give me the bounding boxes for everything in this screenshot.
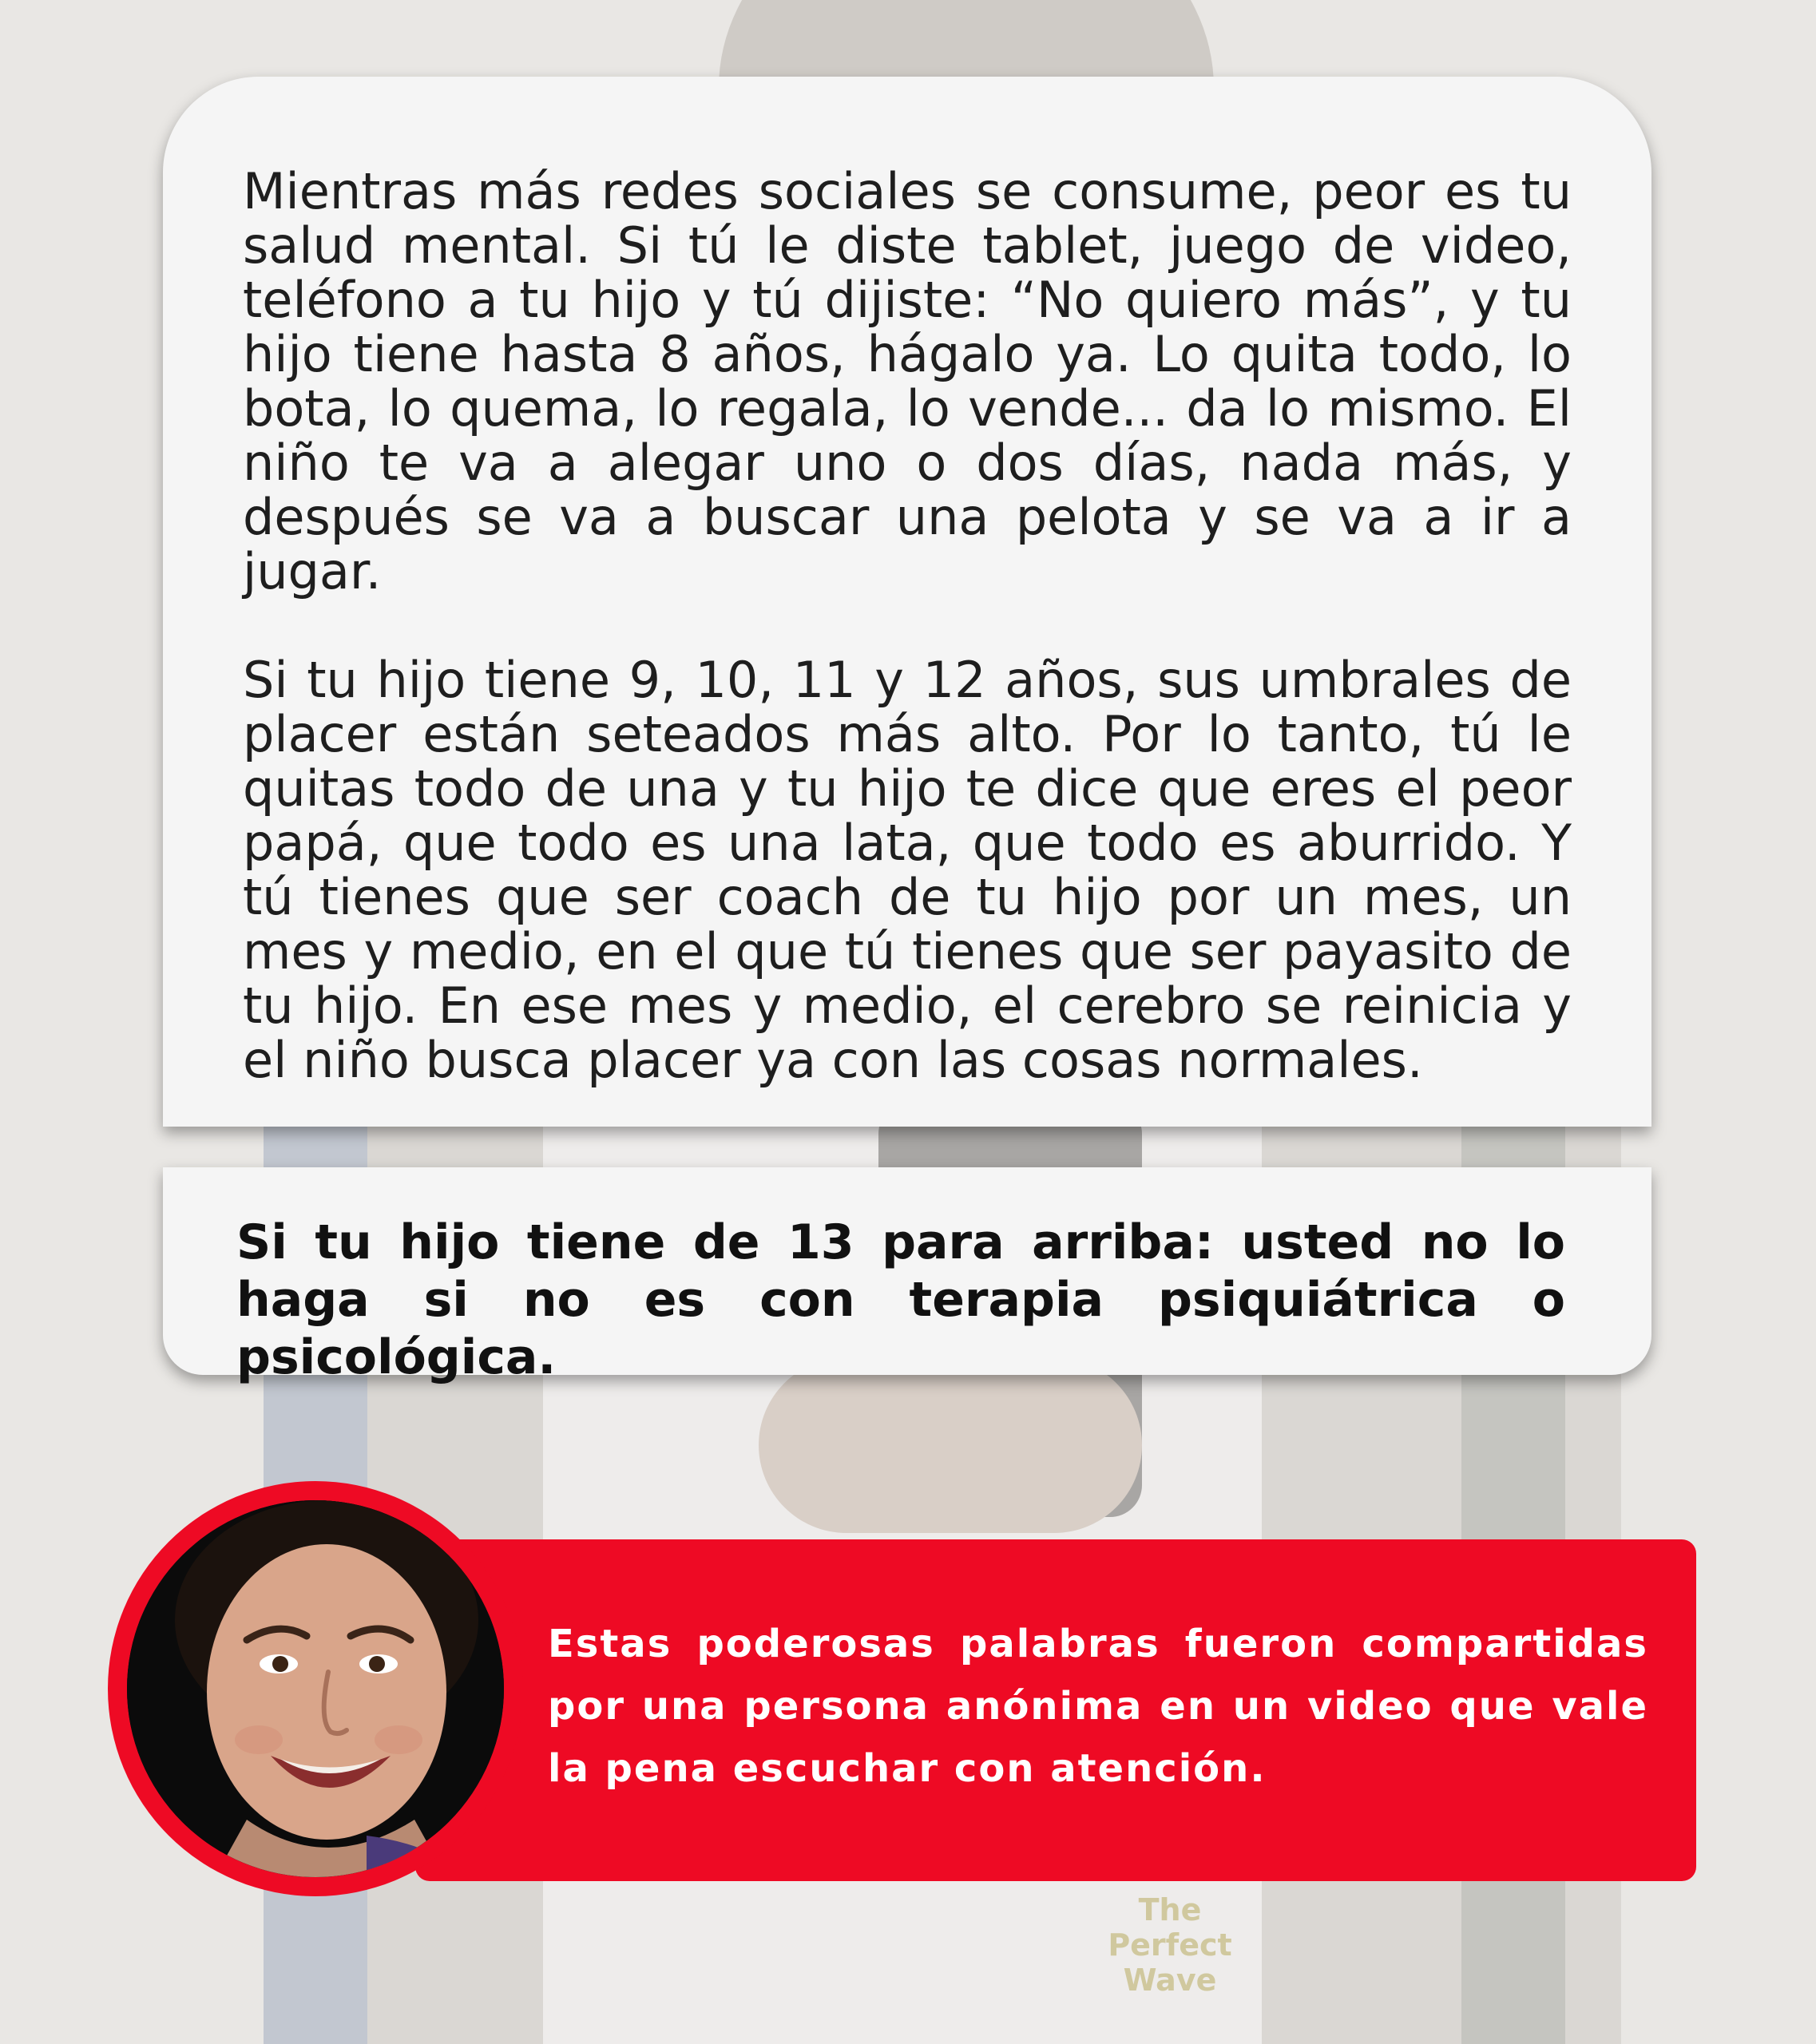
attribution-text: Estas poderosas palabras fueron compartidas por una persona anónima en un video que vale la pena escuchar con atención. (548, 1622, 1648, 1791)
warning-text: Si tu hijo tiene de 13 para arriba: usted no lo haga si no es con terapia psiquiátrica o psicológica. (236, 1214, 1565, 1385)
shirt-print-text: The Perfect Wave (1108, 1892, 1232, 1998)
attribution-panel (415, 1539, 1696, 1881)
speaker-avatar (108, 1481, 523, 1896)
quote-paragraph-1: Mientras más redes sociales se consume, peor es tu salud mental. Si tú le diste tablet, juego de video, teléfono a tu hijo y tú dijiste: “No quiero más”, y tu hijo tiene hasta 8 años, hágalo ya. Lo quita todo, lo bota, lo quema, lo regala, lo vende... da lo mismo. El niño te va a alegar uno o dos días, nada más, y después se va a buscar una pelota y se va a ir a jugar. (243, 162, 1572, 600)
quote-text (243, 164, 1572, 1087)
quote-card (163, 77, 1651, 1127)
smiling-woman-portrait-icon (127, 1500, 504, 1877)
quote-paragraph-2: Si tu hijo tiene 9, 10, 11 y 12 años, sus umbrales de placer están seteados más alto. Por lo tanto, tú le quitas todo de una y tu hijo te dice que eres el peor papá, que todo es una lata, que todo es aburrido. Y tú tienes que ser coach de tu hijo por un mes, un mes y medio, en el que tú tienes que ser payasito de tu hijo. En ese mes y medio, el cerebro se reinicia y el niño busca placer ya con las cosas normales. (243, 651, 1572, 1089)
speaker-photo (127, 1500, 504, 1877)
warning-card (163, 1167, 1651, 1385)
